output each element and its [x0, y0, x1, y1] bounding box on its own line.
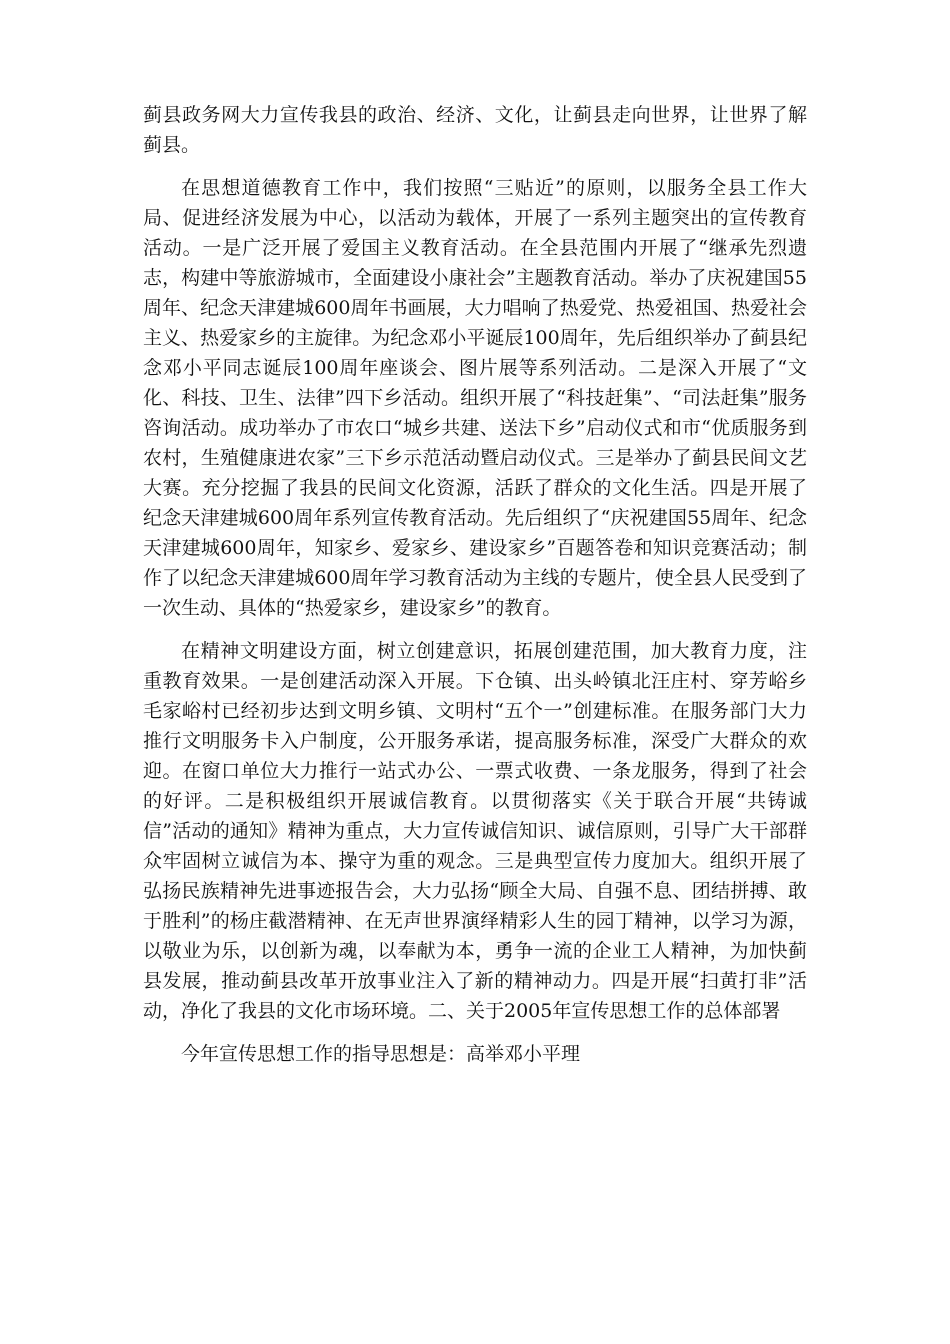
document-body	[143, 100, 807, 1082]
paragraph-3: 在精神文明建设方面，树立创建意识，拓展创建范围，加大教育力度，注重教育效果。一是创建活动深入开展。下仓镇、出头岭镇北汪庄村、穿芳峪乡毛家峪村已经初步达到文明乡镇、文明村“五个一”创建标准。在服务部门大力推行文明服务卡入户制度，公开服务承诺，提高服务标准，深受广大群众的欢迎。在窗口单位大力推行一站式办公、一票式收费、一条龙服务，得到了社会的好评。二是积极组织开展诚信教育。以贯彻落实《关于联合开展“共铸诚信”活动的通知》精神为重点，大力宣传诚信知识、诚信原则，引导广大干部群众牢固树立诚信为本、操守为重的观念。三是典型宣传力度加大。组织开展了弘扬民族精神先进事迹报告会，大力弘扬“顾全大局、自强不息、团结拼搏、敢于胜利”的杨庄截潜精神、在无声世界演绎精彩人生的园丁精神，以学习为源，以敬业为乐，以创新为魂，以奉献为本，勇争一流的企业工人精神，为加快蓟县发展，推动蓟县改革开放事业注入了新的精神动力。四是开展“扫黄打非”活动，净化了我县的文化市场环境。二、关于2005年宣传思想工作的总体部署	[143, 640, 807, 1022]
paragraph-4: 今年宣传思想工作的指导思想是：高举邓小平理	[181, 1043, 581, 1065]
paragraph-2: 在思想道德教育工作中，我们按照“三贴近”的原则，以服务全县工作大局、促进经济发展为中心，以活动为载体，开展了一系列主题突出的宣传教育活动。一是广泛开展了爱国主义教育活动。在全县范围内开展了“继承先烈遗志，构建中等旅游城市，全面建设小康社会”主题教育活动。举办了庆祝建国55周年、纪念天津建城600周年书画展，大力唱响了热爱党、热爱祖国、热爱社会主义、热爱家乡的主旋律。为纪念邓小平诞辰100周年，先后组织举办了蓟县纪念邓小平同志诞辰100周年座谈会、图片展等系列活动。二是深入开展了“文化、科技、卫生、法律”四下乡活动。组织开展了“科技赶集”、“司法赶集”服务咨询活动。成功举办了市农口“城乡共建、送法下乡”启动仪式和市“优质服务到农村，生殖健康进农家”三下乡示范活动暨启动仪式。三是举办了蓟县民间文艺大赛。充分挖掘了我县的民间文化资源，活跃了群众的文化生活。四是开展了纪念天津建城600周年系列宣传教育活动。先后组织了“庆祝建国55周年、纪念天津建城600周年，知家乡、爱家乡、建设家乡”百题答卷和知识竞赛活动；制作了以纪念天津建城600周年学习教育活动为主线的专题片，使全县人民受到了一次生动、具体的“热爱家乡，建设家乡”的教育。	[143, 177, 807, 619]
paragraph-1: 蓟县政务网大力宣传我县的政治、经济、文化，让蓟县走向世界，让世界了解蓟县。	[143, 104, 807, 156]
